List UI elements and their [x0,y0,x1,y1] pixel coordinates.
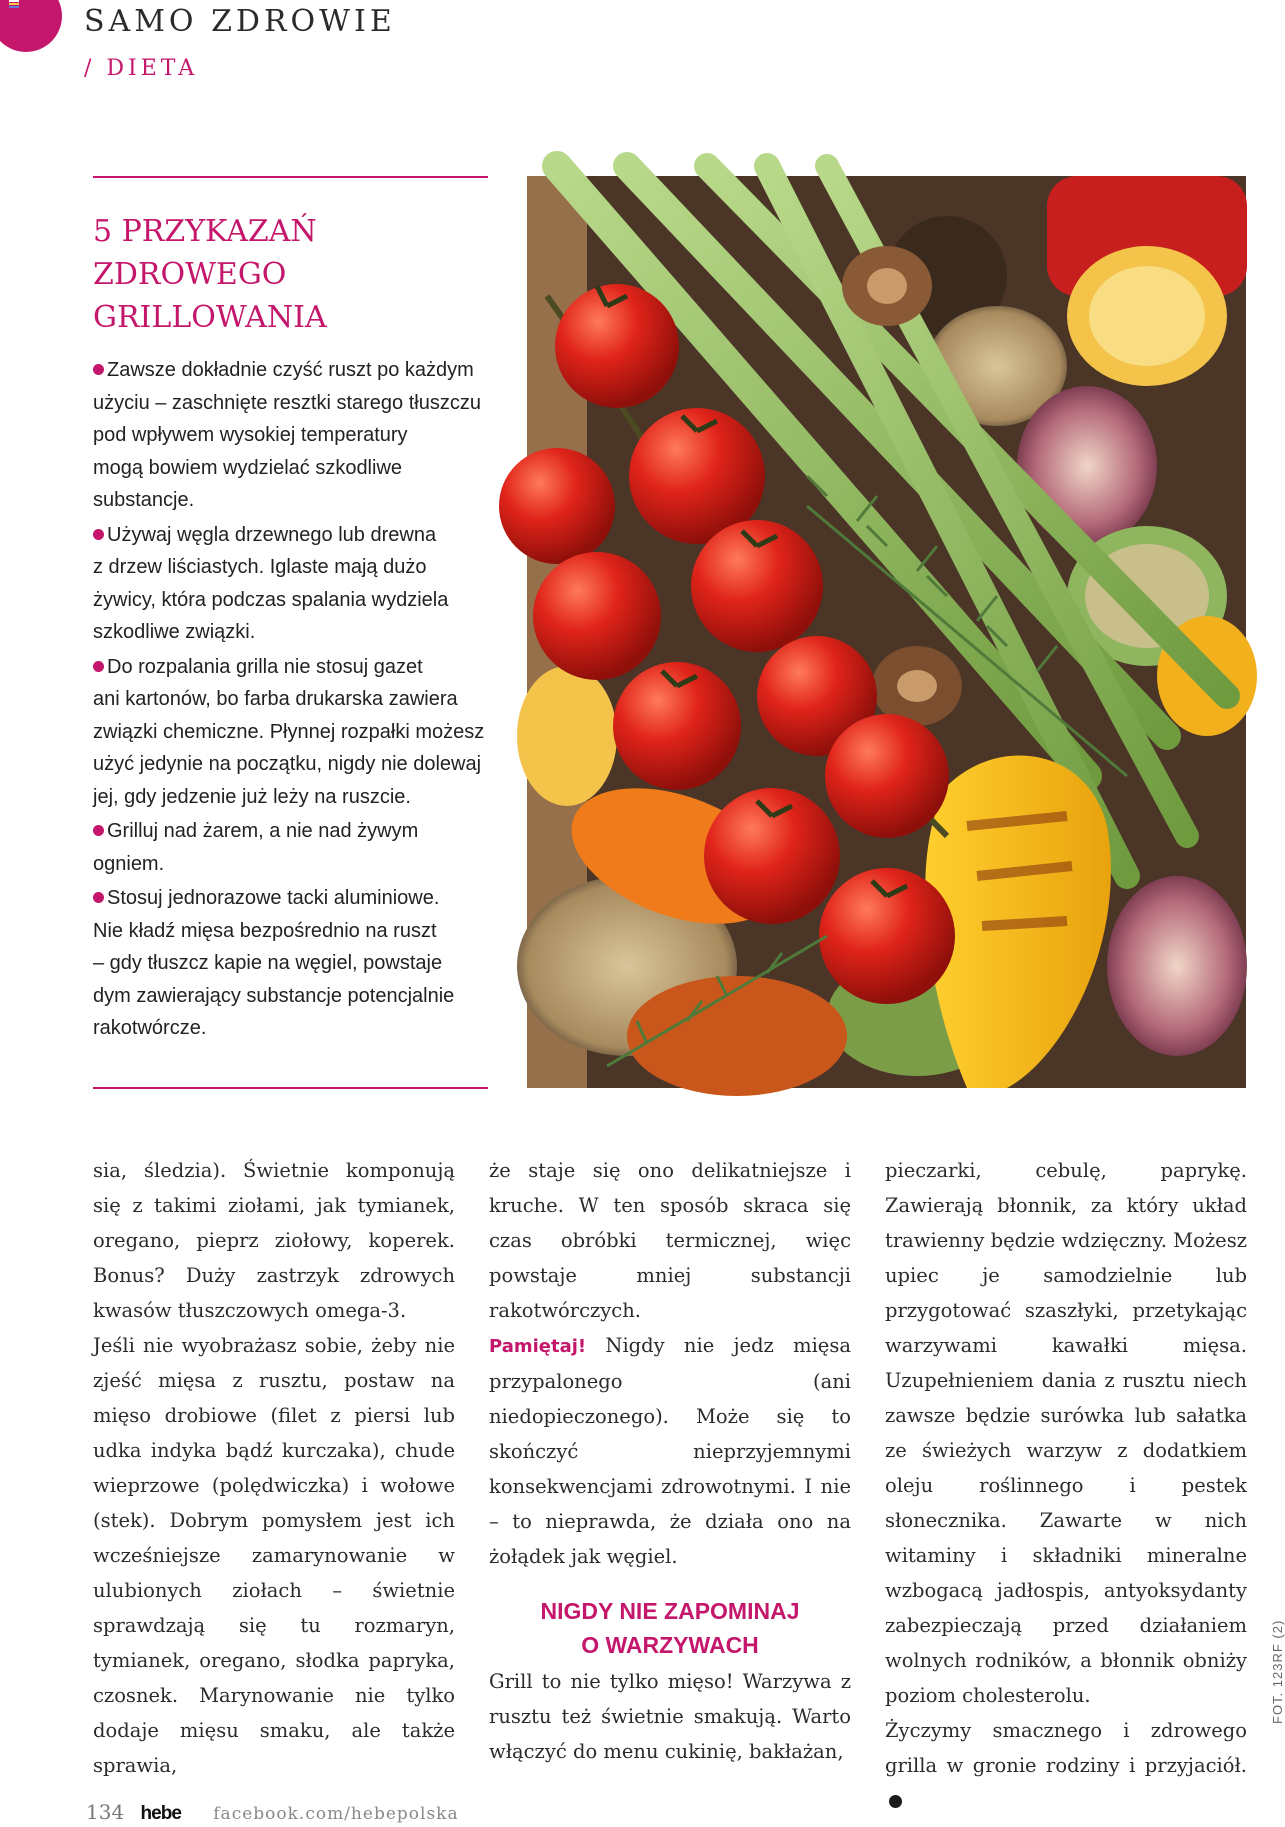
footer [86,1800,459,1825]
tip-text: Grilluj nad żarem, a nie nad żywym ogniem. [93,820,419,875]
facebook-link[interactable]: facebook.com/hebepolska [213,1804,459,1824]
bullet-icon [93,364,104,375]
bullet-icon [93,892,104,903]
article-column-1 [93,1153,455,1783]
section-subheading: NIGDY NIE ZAPOMINAJ O WARZYWACH [540,1598,800,1658]
tip-text: Zawsze dokładnie czyść ruszt po każdym użyciu – zaschnięte resztki starego tłuszczu pod wpływem wysokiej temperatury mogą bowiem wydzielać szkodliwe substancje. [93,359,481,511]
tip-text: Używaj węgla drzewnego lub drewna z drzew liściastych. Iglaste mają dużo żywicy, która podczas spalania wydziela szkodliwe związki. [93,523,449,643]
page-number: 134 [86,1800,125,1824]
paragraph [489,1328,851,1574]
article-column-3 [885,1153,1247,1818]
bullet-icon [93,529,104,540]
end-mark [889,1795,902,1808]
closing-paragraph [885,1713,1247,1818]
tips-list [93,354,498,1047]
paragraph: Grill to nie tylko mięso! Warzywa z rusztu też świetnie smakują. Warto włączyć do menu cukinię, bakłażan, [489,1670,851,1763]
section-title: SAMO ZDROWIE [84,4,396,39]
brand-logo: hebe [140,1803,181,1824]
tip-item [93,354,498,517]
box-top-rule [93,176,488,178]
photo-credit: FOT. 123RF (2) [1270,1619,1285,1724]
tip-text: Do rozpalania grilla nie stosuj gazet ani kartonów, bo farba drukarska zawiera związki chemiczne. Płynnej rozpałki możesz użyć jedynie na początku, nigdy nie dolewaj jej, gdy jedzenie już leży na ruszcie. [93,655,485,808]
box-bottom-rule [93,1087,488,1089]
paragraph-text: Nigdy nie jedz mięsa przypalonego (ani niedopieczonego). Może się to skończyć nieprzyjemnymi konsekwencjami zdrowotnymi. I nie – to nieprawda, że działa ono na żołądek jak węgiel. [489,1334,851,1568]
tip-item [93,882,498,1045]
menu-button[interactable] [0,0,62,52]
paragraph: pieczarki, cebulę, paprykę. Zawierają błonnik, za który układ trawienny będzie wdzięczny. Możesz upiec je samodzielnie lub przygotować szaszłyki, przetykając warzywami kawałki mięsa. Uzupełnieniem dania z rusztu niech zawsze będzie surówka lub sałatka ze świeżych warzyw z dodatkiem oleju roślinnego i pestek słonecznika. Zawarte w nich witaminy i składniki mineralne wzbogacą jadłospis, antyoksydanty zabezpieczają przed działaniem wolnych rodników, a błonnik obniży poziom cholesterolu. [885,1159,1247,1707]
remember-label: Pamiętaj! [489,1336,587,1357]
bullet-icon [93,661,104,672]
tip-item [93,651,498,814]
bullet-icon [93,825,104,836]
paragraph: sia, śledzia). Świetnie komponują się z takimi ziołami, jak tymianek, oregano, pieprz ziołowy, koperek. Bonus? Duży zastrzyk zdrowych kwasów tłuszczowych omega-3. [93,1159,455,1322]
box-title: 5 PRZYKAZAŃ ZDROWEGO GRILLOWANIA [93,214,327,335]
article-column-2 [489,1153,851,1769]
tip-item [93,519,498,649]
tip-text: Stosuj jednorazowe tacki aluminiowe. Nie kładź mięsa bezpośrednio na ruszt – gdy tłuszcz kapie na węgiel, powstaje dym zawierający substancje potencjalnie rakotwórcze. [93,887,455,1039]
tip-item [93,815,498,880]
paragraph: że staje się ono delikatniejsze i kruche. W ten sposób skraca się czas obróbki termicznej, więc powstaje mniej substancji rakotwórczych. [489,1159,851,1322]
closing-text: Życzymy smacznego i zdrowego grilla w gronie rodziny i przyjaciół. [885,1719,1247,1777]
section-subtitle: / DIETA [84,56,199,81]
grilled-vegetables-photo [527,176,1246,1088]
menu-icon [9,0,19,8]
paragraph: Jeśli nie wyobrażasz sobie, żeby nie zjeść mięsa z rusztu, postaw na mięso drobiowe (filet z piersi lub udka indyka bądź kurczaka), chude wieprzowe (polędwiczka) i wołowe (stek). Dobrym pomysłem jest ich wcześniejsze zamarynowanie w ulubionych ziołach – świetnie sprawdzają się tu rozmaryn, tymianek, oregano, słodka papryka, czosnek. Marynowanie nie tylko dodaje mięsu smaku, ale także sprawia, [93,1334,455,1777]
